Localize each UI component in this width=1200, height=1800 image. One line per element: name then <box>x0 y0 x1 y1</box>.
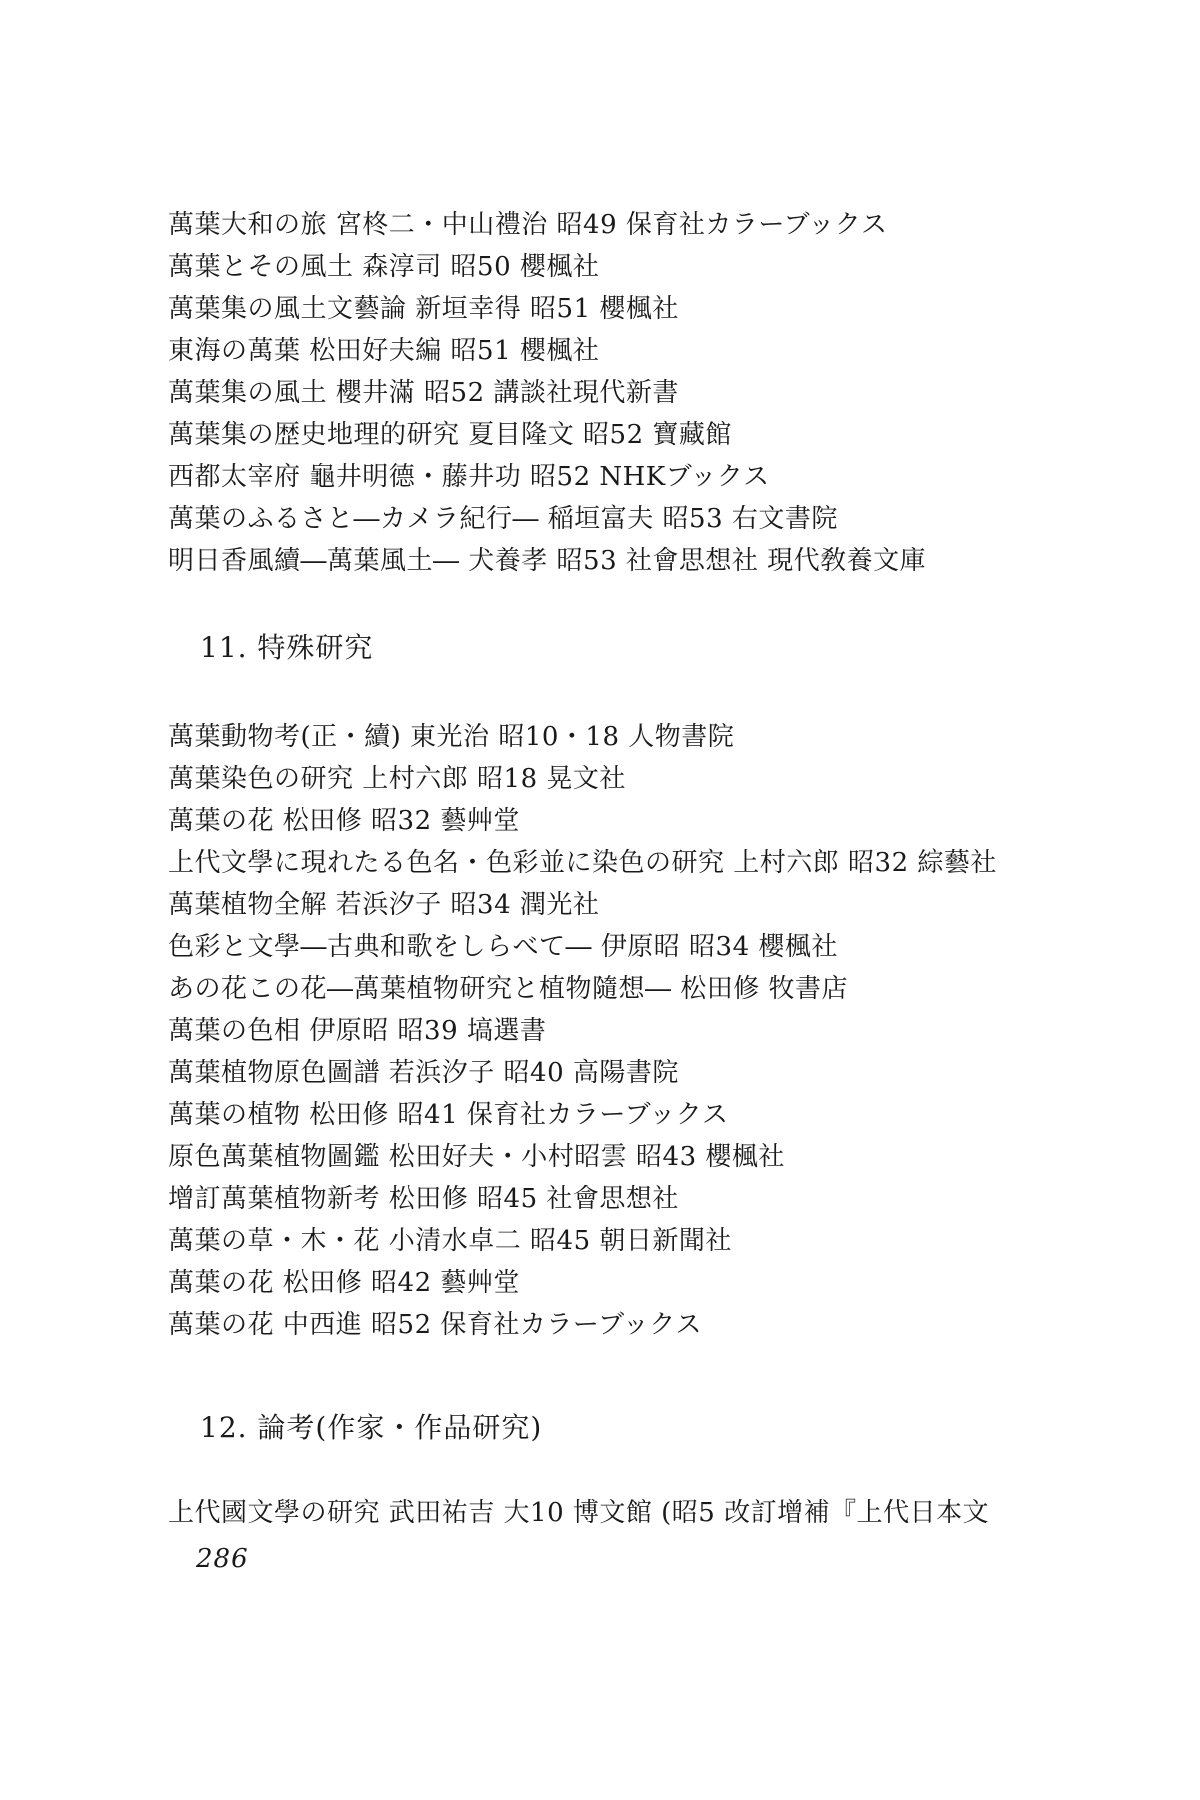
bibliography-entry: あの花この花―萬葉植物研究と植物隨想― 松田修 牧書店 <box>168 974 849 1004</box>
bibliography-entry: 原色萬葉植物圖鑑 松田好夫・小村昭雲 昭43 櫻楓社 <box>168 1142 785 1172</box>
bibliography-entry: 上代文學に現れたる色名・色彩並に染色の研究 上村六郎 昭32 綜藝社 <box>168 848 997 878</box>
bibliography-entry: 萬葉の花 松田修 昭32 藝艸堂 <box>168 806 520 836</box>
bibliography-entry: 萬葉染色の研究 上村六郎 昭18 晃文社 <box>168 764 626 794</box>
bibliography-entry: 萬葉植物原色圖譜 若浜汐子 昭40 高陽書院 <box>168 1058 679 1088</box>
bibliography-entry: 萬葉集の歴史地理的研究 夏目隆文 昭52 寶藏館 <box>168 420 732 450</box>
bibliography-entry: 東海の萬葉 松田好夫編 昭51 櫻楓社 <box>168 336 600 366</box>
bibliography-entry: 萬葉の花 中西進 昭52 保育社カラーブックス <box>168 1310 702 1340</box>
bibliography-entry: 萬葉集の風土文藝論 新垣幸得 昭51 櫻楓社 <box>168 294 679 324</box>
bibliography-entry: 明日香風續―萬葉風土― 犬養孝 昭53 社會思想社 現代敎養文庫 <box>168 546 927 576</box>
bibliography-entry: 萬葉集の風土 櫻井滿 昭52 講談社現代新書 <box>168 378 679 408</box>
section-10-list <box>168 204 1028 582</box>
bibliography-entry: 增訂萬葉植物新考 松田修 昭45 社會思想社 <box>168 1184 679 1214</box>
bibliography-entry: 萬葉の花 松田修 昭42 藝艸堂 <box>168 1268 520 1298</box>
section-12-list <box>168 1492 1028 1534</box>
bibliography-entry: 萬葉のふるさと―カメラ紀行― 稲垣富夫 昭53 右文書院 <box>168 504 838 534</box>
bibliography-entry: 上代國文學の研究 武田祐吉 大10 博文館 (昭5 改訂增補『上代日本文 <box>168 1498 990 1528</box>
bibliography-entry: 萬葉の色相 伊原昭 昭39 塙選書 <box>168 1016 547 1046</box>
bibliography-entry: 萬葉植物全解 若浜汐子 昭34 潤光社 <box>168 890 600 920</box>
bibliography-entry: 萬葉大和の旅 宮柊二・中山禮治 昭49 保育社カラーブックス <box>168 210 888 240</box>
section-11-list <box>168 716 1028 1346</box>
section-heading-11: 11. 特殊研究 <box>200 631 374 664</box>
bibliography-entry: 萬葉の植物 松田修 昭41 保育社カラーブックス <box>168 1100 729 1130</box>
section-heading-12: 12. 論考(作家・作品研究) <box>200 1411 543 1444</box>
bibliography-entry: 西都太宰府 龜井明德・藤井功 昭52 NHKブックス <box>168 462 770 492</box>
bibliography-entry: 色彩と文學―古典和歌をしらべて― 伊原昭 昭34 櫻楓社 <box>168 932 838 962</box>
bibliography-entry: 萬葉動物考(正・續) 東光治 昭10・18 人物書院 <box>168 722 735 752</box>
bibliography-entry: 萬葉の草・木・花 小清水卓二 昭45 朝日新聞社 <box>168 1226 732 1256</box>
bibliography-entry: 萬葉とその風土 森淳司 昭50 櫻楓社 <box>168 252 600 282</box>
page-number: 286 <box>196 1544 249 1574</box>
